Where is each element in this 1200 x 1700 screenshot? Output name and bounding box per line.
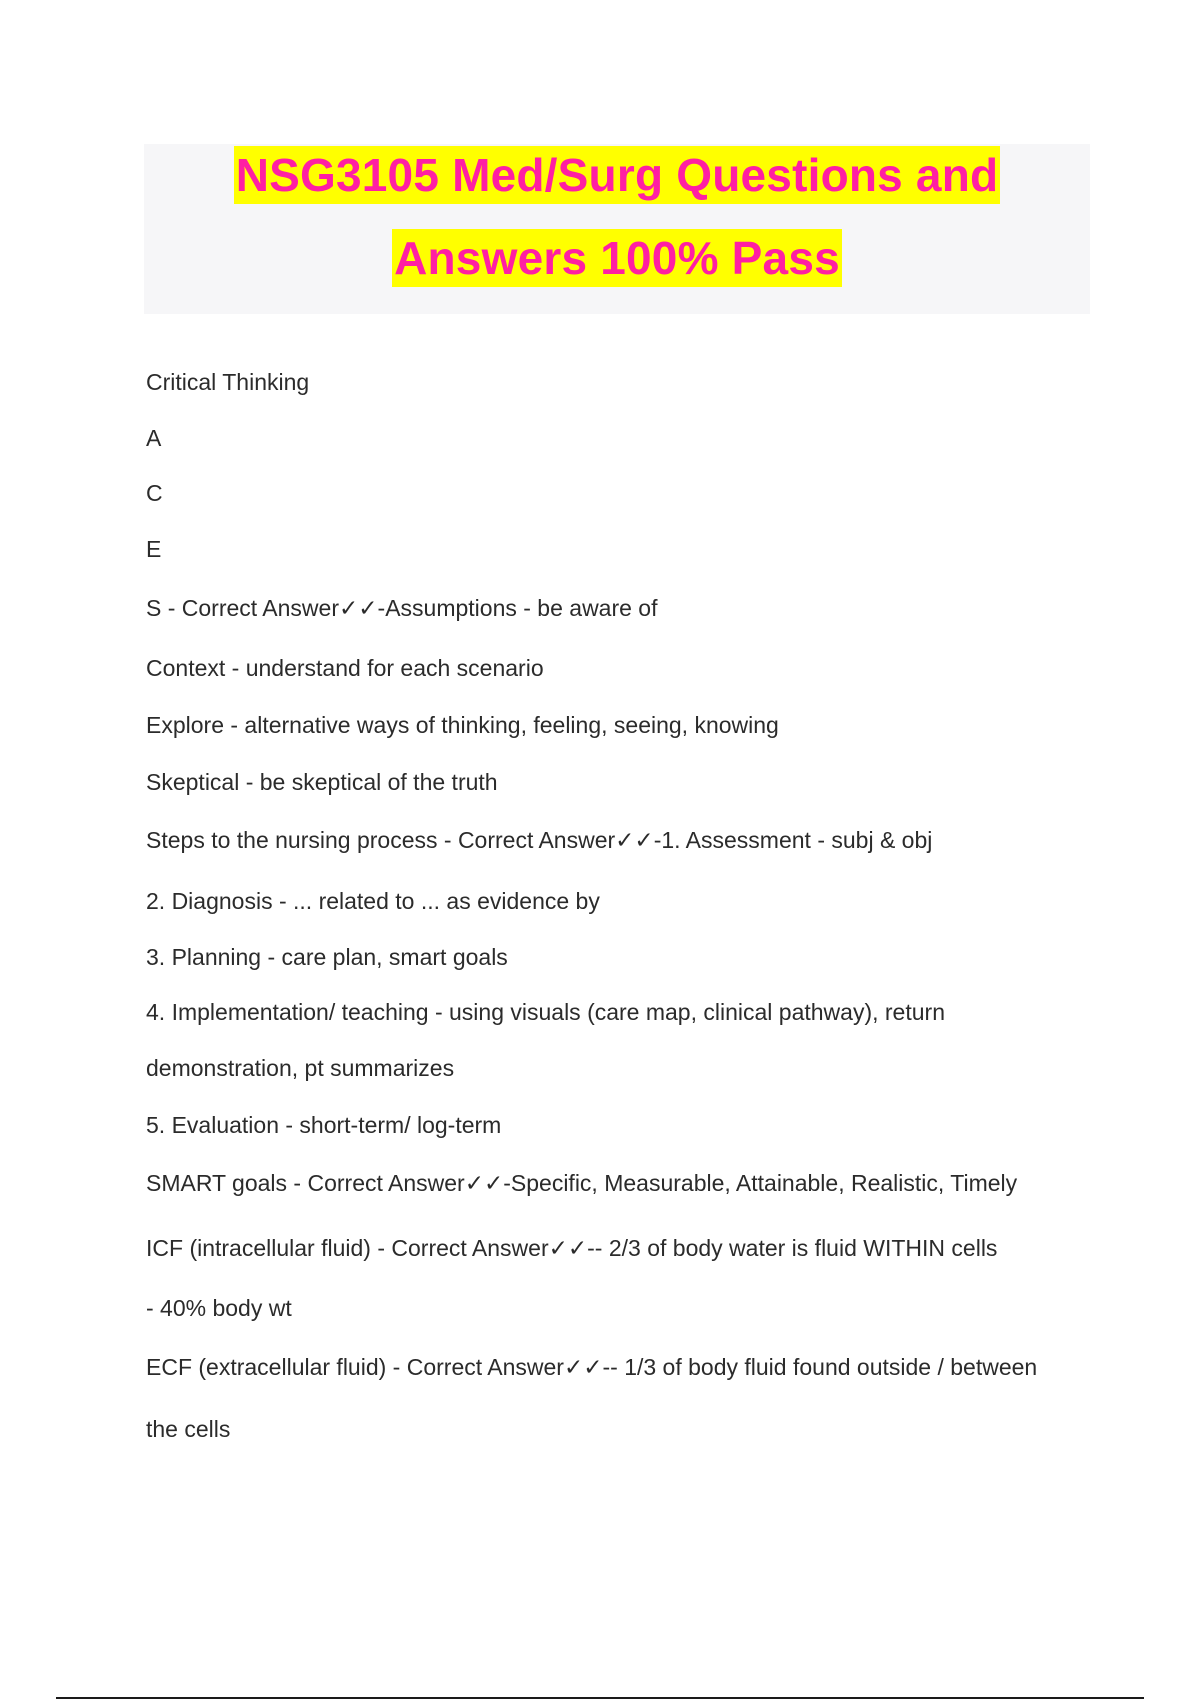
body-line: ICF (intracellular fluid) - Correct Answer✓✓-- 2/3 of body water is fluid WITHIN cells [146,1235,998,1261]
body-line: 3. Planning - care plan, smart goals [146,944,508,970]
body-line: 2. Diagnosis - ... related to ... as evidence by [146,888,600,914]
body-line: 4. Implementation/ teaching - using visuals (care map, clinical pathway), return [146,999,945,1025]
body-line: demonstration, pt summarizes [146,1055,455,1081]
footer-divider [56,1697,1144,1699]
title-banner [144,144,1090,314]
body-line: Steps to the nursing process - Correct Answer✓✓-1. Assessment - subj & obj [146,827,933,853]
body-line: S - Correct Answer✓✓-Assumptions - be aware of [146,595,658,621]
body-line: - 40% body wt [146,1295,292,1321]
title-row-2 [144,229,1090,287]
body-line: E [146,536,162,562]
body-line: Skeptical - be skeptical of the truth [146,769,498,795]
body-line: Context - understand for each scenario [146,655,544,681]
body-line: ECF (extracellular fluid) - Correct Answer✓✓-- 1/3 of body fluid found outside / between [146,1354,1038,1380]
body-line: C [146,480,163,506]
title-row-1 [144,146,1090,204]
body-line: the cells [146,1416,231,1442]
body-line: SMART goals - Correct Answer✓✓-Specific, Measurable, Attainable, Realistic, Timely [146,1170,1018,1196]
document-title-line-2: Answers 100% Pass [392,229,842,287]
body-line: 5. Evaluation - short-term/ log-term [146,1112,502,1138]
document-title-line-1: NSG3105 Med/Surg Questions and [234,146,1001,204]
body-line: A [146,425,162,451]
body-line: Critical Thinking [146,369,310,395]
body-line: Explore - alternative ways of thinking, feeling, seeing, knowing [146,712,779,738]
